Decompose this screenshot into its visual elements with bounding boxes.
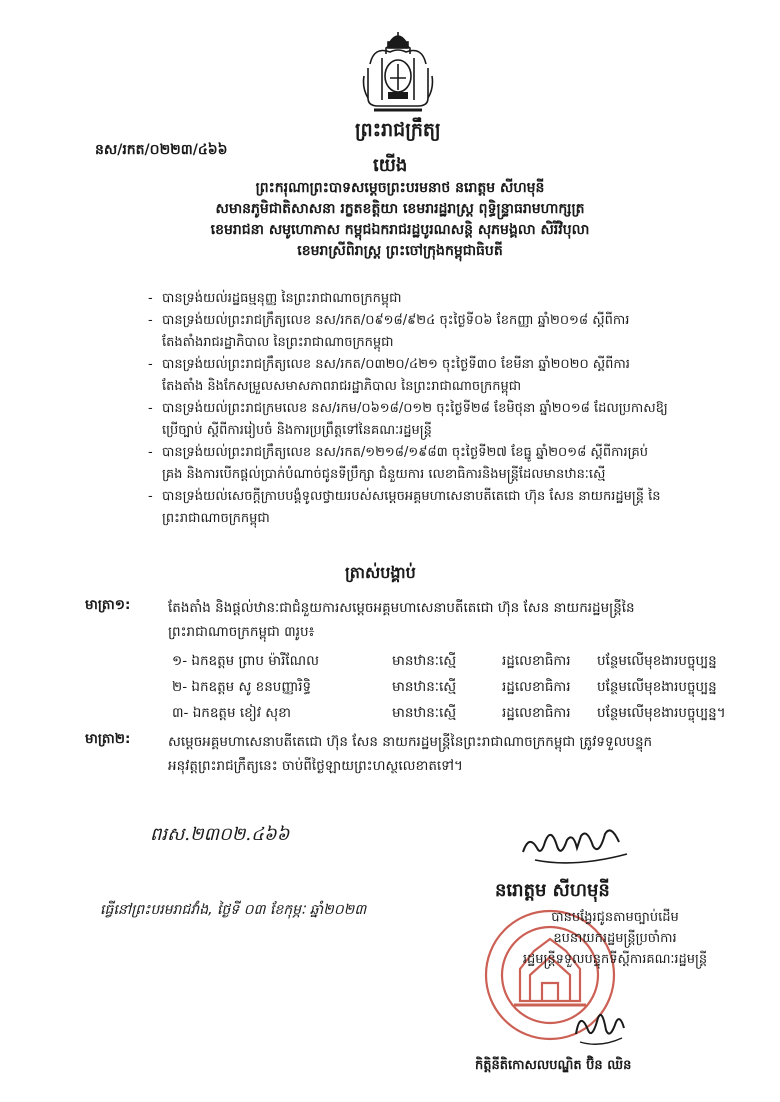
registration-number: ពរស.២៣០២.៤៦៦ <box>150 824 290 845</box>
recital-text: បានទ្រង់យល់ព្រះរាជក្រឹត្យលេខ នស/រកត/១២១៨/១៩៨៣ ចុះថ្ងៃទី២៧ ខែធ្នូ ឆ្នាំ២០១៨ ស្តីពីការគ្រប់គ្រង និងការបើកផ្តល់ប្រាក់បំណាច់ជូនទីប្រឹក្សា ជំនួយការ លេខាធិការនិងមន្ត្រីដែលមានឋានៈស្មើ <box>162 445 648 482</box>
countersign-line: រដ្ឋមន្ត្រីទទួលបន្ទុកទីស្តីការគណៈរដ្ឋមន្ត្រី <box>522 952 708 967</box>
nominee-row <box>172 652 717 672</box>
place-and-date: ធ្វើនៅព្រះបរមរាជវាំង, ថ្ងៃទី ០៣ ខែកុម្ភៈ ឆ្នាំ២០២៣ <box>100 902 367 918</box>
nominee-name: ១- ឯកឧត្តម ព្រាប ម៉ារីណែល <box>172 653 320 669</box>
countersign-line: បានបង្វែរជូនតាមច្បាប់ដើម <box>551 910 679 925</box>
royal-titles <box>150 178 650 262</box>
recital-item: - បានទ្រង់យល់ព្រះរាជក្រឹត្យលេខ នស/រកត/០៩១៨/៩២៤ ចុះថ្ងៃទី០៦ ខែកញ្ញា ឆ្នាំ២០១៨ ស្តីពីការតែងតាំងរាជរដ្ឋាភិបាល នៃព្រះរាជាណាចក្រកម្ពុជា <box>148 313 630 350</box>
nominee-name: ៣- ឯកឧត្តម ខៀវ សុខា <box>172 705 291 721</box>
king-name: នរោត្តម សីហមុនី <box>495 880 610 901</box>
article-2-label: មាត្រា២: <box>85 731 131 747</box>
recital-item: - បានទ្រង់យល់ព្រះរាជក្រឹត្យលេខ នស/រកត/១២១៨/១៩៨៣ ចុះថ្ងៃទី២៧ ខែធ្នូ ឆ្នាំ២០១៨ ស្តីពីការគ្រប់គ្រង និងការបើកផ្តល់ប្រាក់បំណាច់ជូនទីប្រឹក្សា ជំនួយការ លេខាធិការនិងមន្ត្រីដែលមានឋានៈស្មើ <box>148 445 648 482</box>
article-1-label: មាត្រា១: <box>85 597 131 613</box>
recital-text: បានទ្រង់យល់ព្រះរាជក្រមលេខ នស/រកម/០៦១៨/០១២ ចុះថ្ងៃទី២៨ ខែមិថុនា ឆ្នាំ២០១៨ ដែលប្រកាសឱ្យប្រើច្បាប់ ស្តីពីការរៀបចំ និងការប្រព្រឹត្តទៅនៃគណៈរដ្ឋមន្ត្រី <box>162 401 668 438</box>
recital-text: បានទ្រង់យល់ព្រះរាជក្រឹត្យលេខ នស/រកត/០៣២០/៤២១ ចុះថ្ងៃទី៣០ ខែមីនា ឆ្នាំ២០២០ ស្តីពីការតែងតាំង និងកែសម្រួលសមាសភាពរាជរដ្ឋាភិបាល នៃព្រះរាជាណាចក្រកម្ពុជា <box>162 357 630 394</box>
recital-text: បានទ្រង់យល់ព្រះរាជក្រឹត្យលេខ នស/រកត/០៩១៨/៩២៤ ចុះថ្ងៃទី០៦ ខែកញ្ញា ឆ្នាំ២០១៨ ស្តីពីការតែងតាំងរាជរដ្ឋាភិបាល នៃព្រះរាជាណាចក្រកម្ពុជា <box>162 313 630 350</box>
recital-item: - បានទ្រង់យល់ព្រះរាជក្រមលេខ នស/រកម/០៦១៨/០១២ ចុះថ្ងៃទី២៨ ខែមិថុនា ឆ្នាំ២០១៨ ដែលប្រកាសឱ្យប្រើច្បាប់ ស្តីពីការរៀបចំ និងការប្រព្រឹត្តទៅនៃគណៈរដ្ឋមន្ត្រី <box>148 401 668 438</box>
royal-emblem-icon <box>360 28 436 116</box>
royal-title-line: ខេមរាជនា សមូហោភាស កម្ពុជឯករាជរដ្ឋបូរណសន្តិ សុភមង្គលា សិរីវិបុលា <box>210 222 590 238</box>
we-heading: យើង <box>373 155 408 176</box>
nominee-note: បន្ថែមលើមុខងារបច្ចុប្បន្ន។ <box>597 705 726 721</box>
recital-text: បានទ្រង់យល់រដ្ឋធម្មនុញ្ញ នៃព្រះរាជាណាចក្រកម្ពុជា <box>162 291 402 306</box>
royal-title-line: ព្រះករុណាព្រះបាទសម្តេចព្រះបរមនាថ នរោត្តម សីហមុនី <box>255 180 545 196</box>
decide-heading: ត្រាស់បង្គាប់ <box>345 563 416 582</box>
reference-number: នស/រកត/០២២៣/៤៦៦ <box>95 142 228 158</box>
nominee-row <box>172 678 717 698</box>
nominee-rank: មានឋានៈស្មើ <box>392 653 457 669</box>
nominee-title: រដ្ឋលេខាធិការ <box>502 705 571 721</box>
recital-item: - បានទ្រង់យល់សេចក្តីក្រាបបង្គំទូលថ្វាយរបស់សម្តេចអគ្គមហាសេនាបតីតេជោ ហ៊ុន សែន នាយករដ្ឋមន្ត្រី នៃព្រះរាជាណាចក្រកម្ពុជា <box>148 489 661 526</box>
recital-item: - បានទ្រង់យល់រដ្ឋធម្មនុញ្ញ នៃព្រះរាជាណាចក្រកម្ពុជា <box>148 291 402 306</box>
minister-signature <box>570 1000 630 1050</box>
article-2-text: សម្តេចអគ្គមហាសេនាបតីតេជោ ហ៊ុន សែន នាយករដ្ឋមន្ត្រីនៃព្រះរាជាណាចក្រកម្ពុជា ត្រូវទទួលបន្ទុកអនុវត្តព្រះរាជក្រឹត្យនេះ ចាប់ពីថ្ងៃឡាយព្រះហស្ថលេខាតទៅ។ <box>168 734 653 774</box>
nominee-row <box>172 704 726 724</box>
countersignature-block <box>490 907 740 970</box>
royal-signature <box>515 812 635 872</box>
nominee-rank: មានឋានៈស្មើ <box>392 679 457 695</box>
nominee-note: បន្ថែមលើមុខងារបច្ចុប្បន្ន <box>597 653 717 669</box>
recitals-list <box>148 288 668 530</box>
document-title: ព្រះរាជក្រឹត្យ <box>355 119 441 141</box>
minister-name: កិត្តិនីតិកោសលបណ្ឌិត ប៊ិន ឈិន <box>475 1058 632 1073</box>
recital-text: បានទ្រង់យល់សេចក្តីក្រាបបង្គំទូលថ្វាយរបស់សម្តេចអគ្គមហាសេនាបតីតេជោ ហ៊ុន សែន នាយករដ្ឋមន្ត្រី នៃព្រះរាជាណាចក្រកម្ពុជា <box>162 489 661 526</box>
royal-title-line: សមានភូមិជាតិសាសនា រក្ខតខត្តិយា ខេមរារដ្ឋរាស្ត្រ ពុទ្ធិន្ទ្រាធរាមហាក្សត្រ <box>215 201 585 217</box>
nominee-title: រដ្ឋលេខាធិការ <box>502 679 571 695</box>
countersign-line: ឧបនាយករដ្ឋមន្ត្រីប្រចាំការ <box>553 931 677 946</box>
article-1-text: តែងតាំង និងផ្តល់ឋានៈជាជំនួយការសម្តេចអគ្គមហាសេនាបតីតេជោ ហ៊ុន សែន នាយករដ្ឋមន្ត្រីនៃព្រះរាជាណាចក្រកម្ពុជា ៣រូប៖ <box>168 600 635 640</box>
royal-title-line: ខេមរាស្រីពិរាស្ត្រ ព្រះចៅក្រុងកម្ពុជាធិបតី <box>297 243 503 259</box>
nominee-note: បន្ថែមលើមុខងារបច្ចុប្បន្ន <box>597 679 717 695</box>
nominee-rank: មានឋានៈស្មើ <box>392 705 457 721</box>
nominee-title: រដ្ឋលេខាធិការ <box>502 653 571 669</box>
nominee-name: ២- ឯកឧត្តម សូ ខនបញ្ញារិទ្ធិ <box>172 679 312 695</box>
recital-item: - បានទ្រង់យល់ព្រះរាជក្រឹត្យលេខ នស/រកត/០៣២០/៤២១ ចុះថ្ងៃទី៣០ ខែមីនា ឆ្នាំ២០២០ ស្តីពីការតែងតាំង និងកែសម្រួលសមាសភាពរាជរដ្ឋាភិបាល នៃព្រះរាជាណាចក្រកម្ពុជា <box>148 357 630 394</box>
